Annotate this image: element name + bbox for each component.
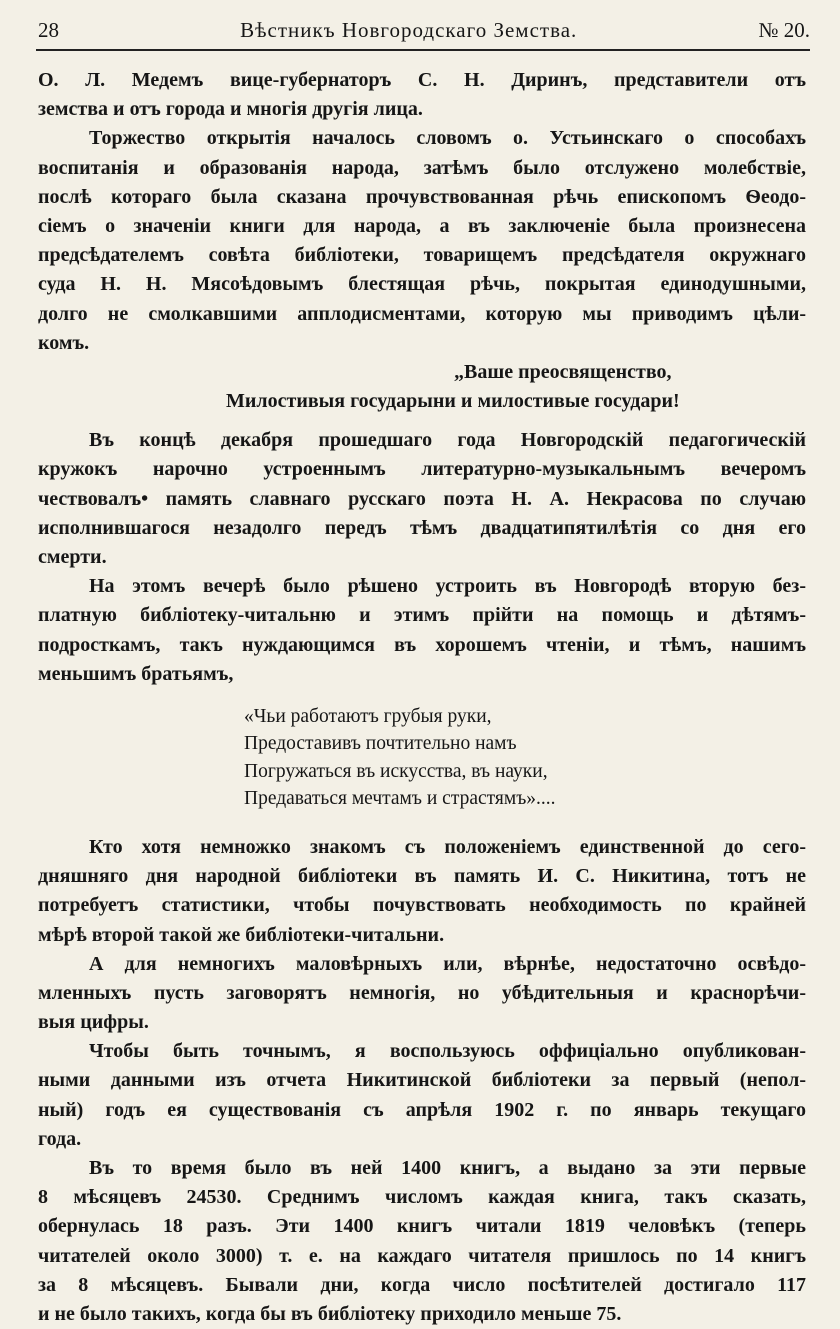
text-line: комъ. xyxy=(38,331,90,354)
text-line: меньшимъ братьямъ, xyxy=(38,662,234,685)
text-line: читателей около 3000) т. е. на каждаго читателя пришлось по 14 книгъ xyxy=(38,1244,806,1267)
text-line: смерти. xyxy=(38,546,107,568)
speech-greeting xyxy=(38,358,806,416)
text-line: ный) годъ ея существованія съ апрѣля 1902 г. по январь текущаго xyxy=(38,1098,806,1121)
poem-line: «Чьи работаютъ грубыя руки, xyxy=(244,705,492,727)
text-line: подросткамъ, такъ нуждающимся въ хорошемъ чтеніи, и тѣмъ, нашимъ xyxy=(38,633,806,656)
greeting-line: Милостивыя государыни и милостивые государи! xyxy=(226,390,680,413)
paragraph-5 xyxy=(38,833,806,950)
poem-quote xyxy=(38,703,806,813)
page-header xyxy=(38,18,810,48)
text-line: выя цифры. xyxy=(38,1011,149,1034)
text-line: О. Л. Медемъ вице-губернаторъ С. Н. Диринъ, представители отъ xyxy=(38,69,806,91)
text-line: года. xyxy=(38,1127,82,1150)
text-line: долго не смолкавшими апплодисментами, которую мы приводимъ цѣли- xyxy=(38,302,806,325)
paragraph-4 xyxy=(38,572,806,689)
text-line: исполнившагося незадолго передъ тѣмъ двадцатипятилѣтія со дня его xyxy=(38,516,806,539)
journal-title: Вѣстникъ Новгородскаго Земства. xyxy=(240,18,578,42)
paragraph-8 xyxy=(38,1154,806,1329)
text-line: сіемъ о значеніи книги для народа, а въ заключеніе была произнесена xyxy=(38,214,806,237)
paragraph-1 xyxy=(38,66,806,124)
text-line: обернулась 18 разъ. Эти 1400 книгъ читали 1819 человѣкъ (теперь xyxy=(38,1215,806,1238)
paragraph-3 xyxy=(38,426,806,572)
text-line: Торжество открытія началось словомъ о. Устьинскаго о способахъ xyxy=(89,127,806,150)
text-line: ными данными изъ отчета Никитинской библіотеки за первый (непол- xyxy=(38,1069,806,1092)
text-line: послѣ котораго была сказана прочувствованная рѣчь епископомъ Ѳеодо- xyxy=(38,185,806,208)
paragraph-2 xyxy=(38,124,806,358)
text-line: На этомъ вечерѣ было рѣшено устроить въ Новгородѣ вторую без- xyxy=(89,575,806,598)
text-line: суда Н. Н. Мясоѣдовымъ блестящая рѣчь, покрытая единодушными, xyxy=(38,273,806,296)
text-line: платную библіотеку-читальню и этимъ прійти на помощь и дѣтямъ- xyxy=(38,604,806,627)
header-rule xyxy=(36,49,810,51)
text-line: за 8 мѣсяцевъ. Бывали дни, когда число посѣтителей достигало 117 xyxy=(38,1273,806,1296)
text-line: чествовалъ• память славнаго русскаго поэта Н. А. Некрасова по случаю xyxy=(38,487,806,510)
text-line: земства и отъ города и многія другія лица. xyxy=(38,98,423,121)
text-line: предсѣдателемъ совѣта библіотеки, товарищемъ предсѣдателя окружнаго xyxy=(38,244,806,267)
text-line: дняшняго дня народной библіотеки въ память И. С. Никитина, тотъ не xyxy=(38,865,806,888)
text-line: 8 мѣсяцевъ 24530. Среднимъ числомъ каждая книга, такъ сказать, xyxy=(38,1186,806,1209)
text-line: Чтобы быть точнымъ, я воспользуюсь оффиціально опубликован- xyxy=(89,1040,806,1063)
paragraph-6 xyxy=(38,950,806,1038)
text-line: Кто хотя немножко знакомъ съ положеніемъ единственной до сего- xyxy=(89,835,806,858)
text-line: и не было такихъ, когда бы въ библіотеку приходило меньше 75. xyxy=(38,1302,622,1325)
poem-line: Предаваться мечтамъ и страстямъ».... xyxy=(244,788,556,810)
text-line: воспитанія и образованія народа, затѣмъ было отслужено молебствіе, xyxy=(38,156,806,179)
text-line: А для немногихъ маловѣрныхъ или, вѣрнѣе, недостаточно освѣдо- xyxy=(89,952,806,975)
text-line: мѣрѣ второй такой же библіотеки-читальни. xyxy=(38,923,445,946)
text-line: Въ то время было въ ней 1400 книгъ, а выдано за эти первые xyxy=(89,1157,806,1179)
text-line: потребуетъ статистики, чтобы почувствовать необходимость по крайней xyxy=(38,894,806,917)
text-line: мленныхъ пусть заговорятъ немногія, но убѣдительныя и краснорѣчи- xyxy=(38,981,806,1004)
poem-line: Предоставивъ почтительно намъ xyxy=(244,733,517,755)
text-line: Въ концѣ декабря прошедшаго года Новгородскій педагогическій xyxy=(89,429,806,452)
text-line: кружокъ нарочно устроеннымъ литературно-музыкальнымъ вечеромъ xyxy=(38,458,806,481)
poem-line: Погружаться въ искусства, въ науки, xyxy=(244,760,548,782)
page-number: 28 xyxy=(38,18,59,42)
article-body xyxy=(38,66,806,1329)
greeting-line: „Ваше преосвященство, xyxy=(454,360,672,383)
issue-number: № 20. xyxy=(758,18,810,42)
paragraph-7 xyxy=(38,1037,806,1154)
